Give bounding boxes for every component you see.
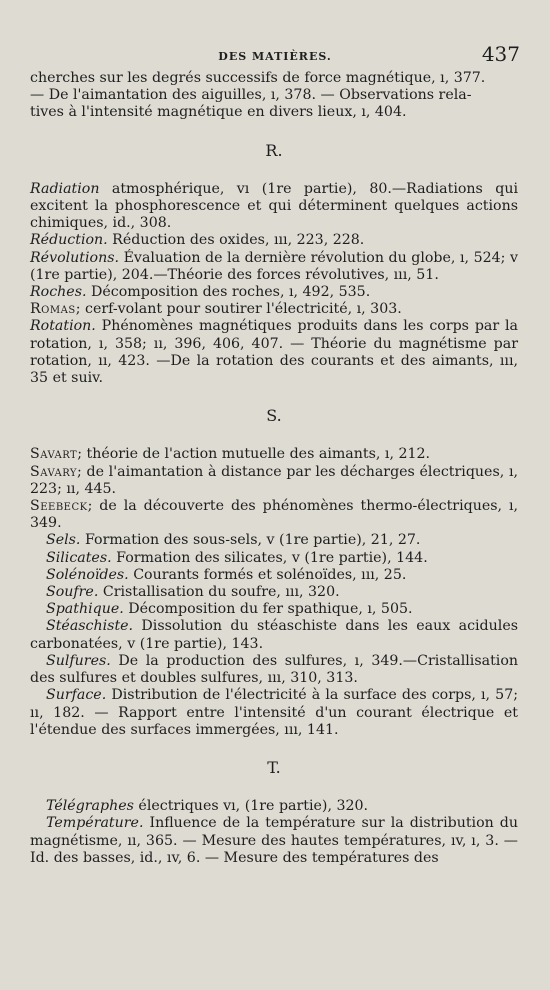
entry-text: atmosphérique, vı (1re partie), 80.—Radiations qui excitent la phosphorescence et qui déterminent quelques actions chimiques, id., 308. [30, 180, 518, 232]
index-entry [30, 798, 518, 815]
entry-name: Savary [30, 463, 78, 480]
entry-term: Spathique. [46, 601, 124, 618]
index-entry [30, 584, 518, 601]
entry-name: Seebeck [30, 498, 88, 515]
index-entry [30, 446, 518, 463]
entry-term: Stéaschiste. [46, 618, 134, 635]
entry-text: électriques vı, (1re partie), 320. [133, 798, 369, 815]
index-entry [30, 464, 518, 498]
index-entry [30, 284, 518, 301]
index-entry [30, 550, 518, 567]
entry-text: Réduction des oxides, ııı, 223, 228. [107, 232, 365, 249]
entry-term: Réduction. [30, 232, 108, 249]
entry-term: Soufre. [46, 584, 99, 601]
entry-text: Influence de la température sur la distribution du magnétisme, ıı, 365. — Mesure des hautes températures, ıv, ı, 3. — Id. des basses, id., ıv, 6. — Mesure des températures des [30, 815, 518, 866]
section-letter-t: T. [267, 757, 281, 777]
running-title: DES MATIÈRES. [218, 50, 332, 63]
entry-term: Roches. [30, 284, 87, 301]
entry-text: De la production des sulfures, ı, 349.—Cristallisation des sulfures et doubles sulfures, ııı, 310, 313. [30, 652, 518, 687]
running-head [30, 42, 520, 70]
index-entry [30, 815, 518, 867]
entry-name: Savart [30, 446, 78, 463]
entry-text: Formation des sous-sels, v (1re partie), 21, 27. [80, 532, 421, 549]
entry-text: Décomposition des roches, ı, 492, 535. [86, 284, 371, 301]
entry-text: Formation des silicates, v (1re partie), 144. [111, 549, 428, 566]
entry-term: Température. [46, 815, 144, 832]
intro-line: tives à l'intensité magnétique en divers lieux, ı, 404. [30, 104, 407, 121]
entry-term: Sulfures. [46, 652, 111, 669]
entry-text: Évaluation de la dernière révolution du globe, ı, 524; v (1re partie), 204.—Théorie des forces révolutives, ııı, 51. [30, 249, 518, 283]
index-content [30, 70, 518, 867]
index-entry [30, 318, 518, 387]
entry-text: Décomposition du fer spathique, ı, 505. [123, 601, 413, 618]
entry-text: ; de l'aimantation à distance par les décharges électriques, ı, 223; ıı, 445. [30, 463, 518, 497]
index-entry [30, 232, 518, 249]
index-entry [30, 498, 518, 532]
index-entry [30, 687, 518, 739]
entry-term: Solénoïdes. [46, 566, 129, 583]
entry-text: Dissolution du stéaschiste dans les eaux acidules carbonatées, v (1re partie), 143. [30, 618, 518, 652]
section-letter-r: R. [265, 140, 283, 160]
index-entry [30, 301, 518, 318]
entry-text: Courants formés et solénoïdes, ııı, 25. [128, 566, 407, 583]
index-entry [30, 567, 518, 584]
index-entry [30, 532, 518, 549]
entry-name: Romas [30, 301, 76, 318]
entry-term: Silicates. [46, 549, 112, 566]
entry-term: Sels. [46, 532, 81, 549]
index-entry [30, 618, 518, 652]
entry-term: Radiation [30, 180, 100, 197]
index-entry [30, 250, 518, 284]
section-letter-s: S. [266, 406, 282, 426]
entry-text: Phénomènes magnétiques produits dans les corps par la rotation, ı, 358; ıı, 396, 406, 407. — Théorie du magnétisme par rotation, ıı, 423. —De la rotation des courants et des aimants, ııı, 35 et suiv. [30, 318, 518, 387]
index-entry [30, 601, 518, 618]
entry-term: Surface. [46, 687, 107, 704]
entry-term: Révolutions. [30, 249, 120, 266]
entry-term: Rotation. [30, 318, 96, 335]
intro-line: cherches sur les degrés successifs de force magnétique, ı, 377. [30, 70, 486, 86]
entry-term: Télégraphes [46, 798, 134, 815]
entry-text: ; cerf-volant pour soutirer l'électricité, ı, 303. [75, 301, 402, 318]
index-entry [30, 181, 518, 233]
index-entry [30, 653, 518, 687]
intro-line: — De l'aimantation des aiguilles, ı, 378. — Observations rela- [30, 87, 472, 104]
entry-text: Cristallisation du soufre, ııı, 320. [98, 584, 340, 601]
entry-text: Distribution de l'électricité à la surface des corps, ı, 57; ıı, 182. — Rapport entre l'intensité d'un courant électrique et l'étendue des surfaces immergées, ııı, 141. [30, 687, 518, 738]
entry-text: ; théorie de l'action mutuelle des aimants, ı, 212. [77, 446, 431, 463]
page-number: 437 [481, 42, 520, 66]
entry-text: ; de la découverte des phénomènes thermo-électriques, ı, 349. [30, 498, 518, 532]
